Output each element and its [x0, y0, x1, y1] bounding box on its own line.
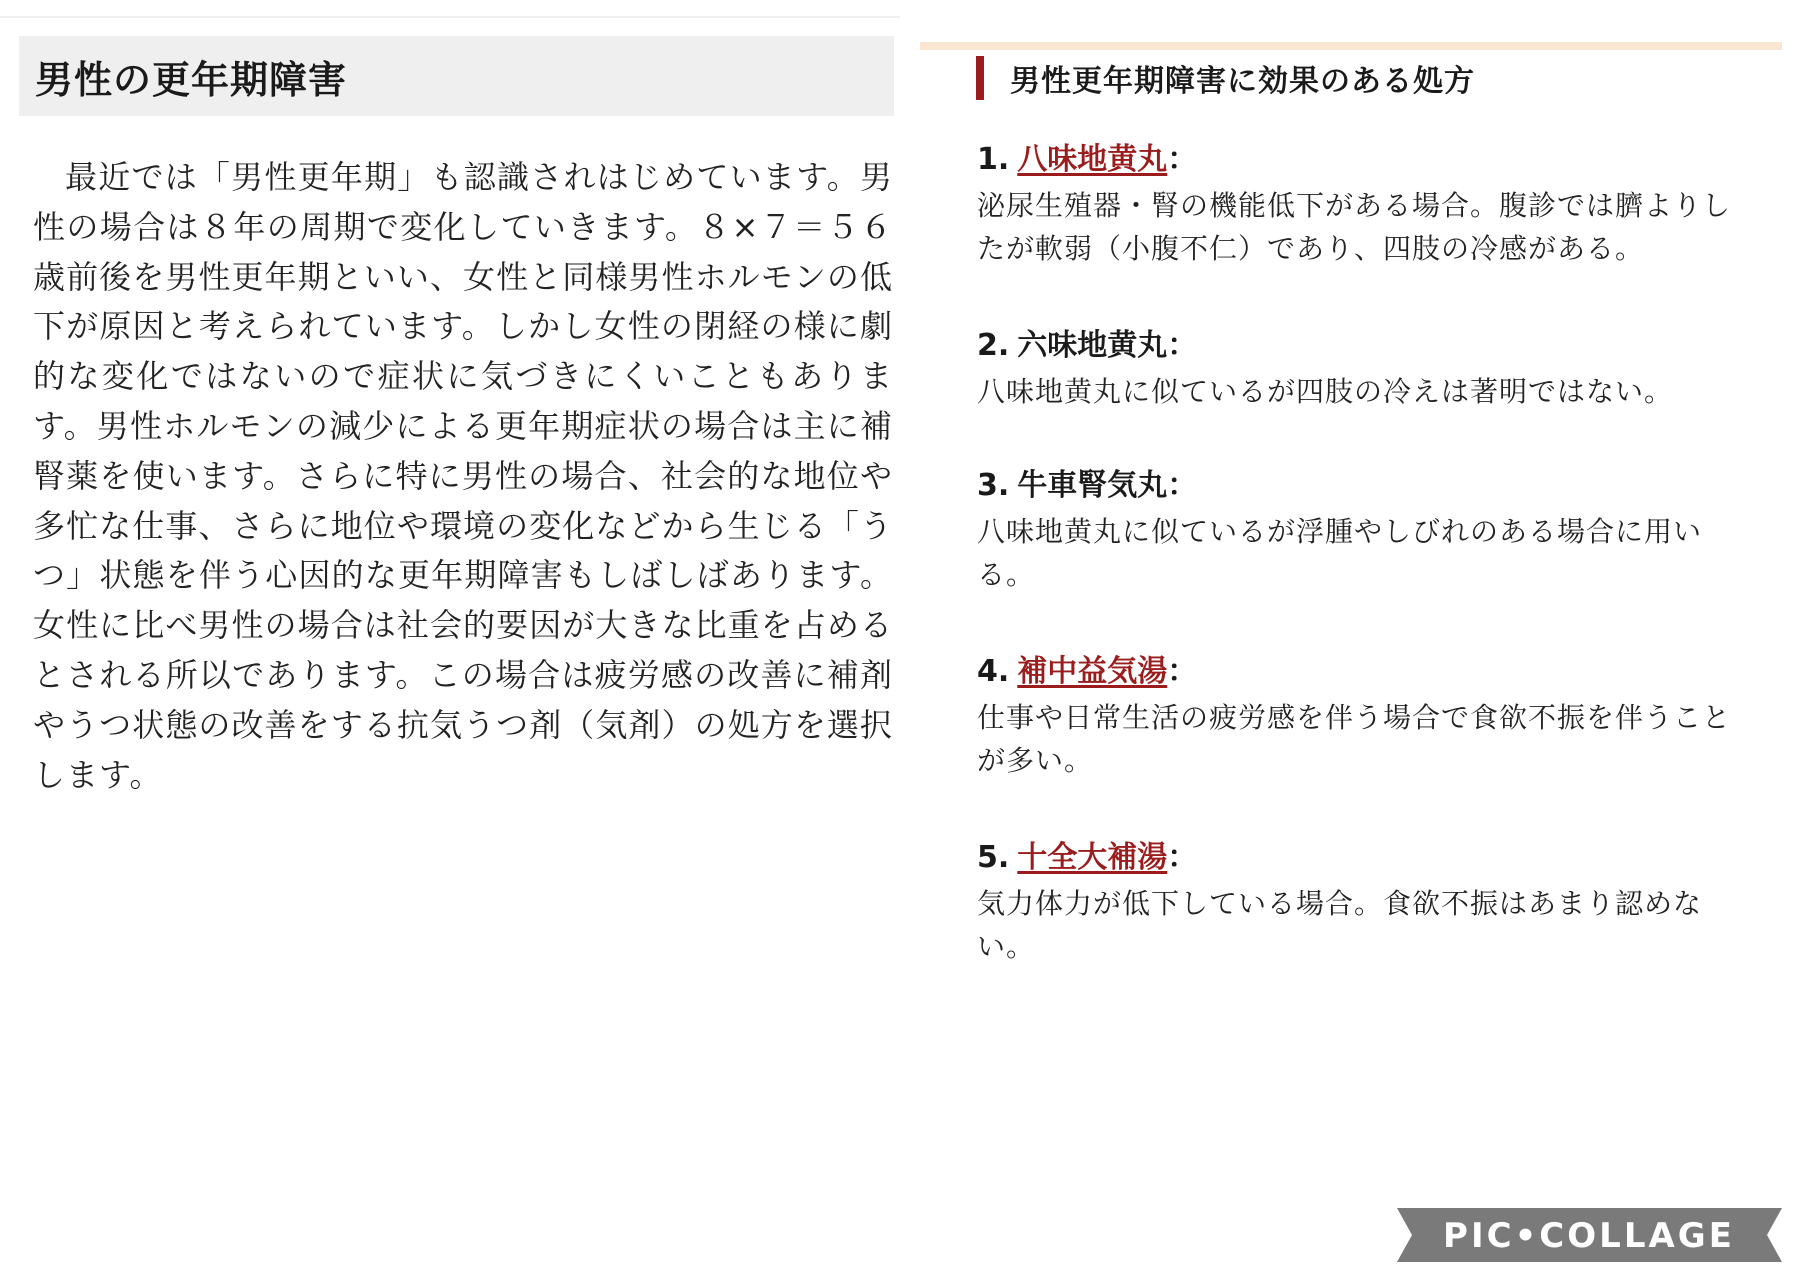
item-description: 仕事や日常生活の疲労感を伴う場合で食欲不振を伴うことが多い。	[977, 701, 1732, 777]
item-number: 4.	[977, 654, 1010, 689]
item-title	[977, 838, 1737, 878]
item-colon: ：	[1167, 840, 1198, 875]
top-divider	[0, 16, 900, 18]
item-number: 1.	[977, 142, 1010, 177]
item-title	[977, 326, 1737, 366]
list-item	[977, 838, 1737, 968]
top-accent-line	[920, 42, 1782, 50]
accent-bar	[976, 56, 984, 100]
list-item	[977, 466, 1737, 596]
list-item	[977, 326, 1737, 413]
item-title	[977, 140, 1737, 180]
page-title: 男性の更年期障害	[35, 57, 348, 102]
prescription-name: 六味地黄丸	[1017, 328, 1168, 363]
right-panel	[920, 0, 1800, 1285]
section-header	[976, 56, 1475, 100]
prescription-link-juzen[interactable]: 十全大補湯	[1017, 840, 1168, 875]
item-description: 気力体力が低下している場合。食欲不振はあまり認めない。	[977, 887, 1703, 963]
item-title	[977, 652, 1737, 692]
item-description: 八味地黄丸に似ているが四肢の冷えは著明ではない。	[977, 375, 1674, 408]
pic-collage-watermark	[1397, 1208, 1782, 1262]
section-title: 男性更年期障害に効果のある処方	[1010, 64, 1475, 99]
item-colon: ：	[1167, 142, 1198, 177]
item-colon: ：	[1167, 654, 1198, 689]
prescription-link-hachimi[interactable]: 八味地黄丸	[1017, 142, 1168, 177]
item-number: 3.	[977, 468, 1010, 503]
item-title	[977, 466, 1737, 506]
list-item	[977, 140, 1737, 270]
prescription-name: 牛車腎気丸	[1017, 468, 1168, 503]
body-text: 最近では「男性更年期」も認識されはじめています。男性の場合は８年の周期で変化していきます。８×７＝５６歳前後を男性更年期といい、女性と同様男性ホルモンの低下が原因と考えられています。しかし女性の閉経の様に劇的な変化ではないので症状に気づきにくいこともあります。男性ホルモンの減少による更年期症状の場合は主に補腎薬を使います。さらに特に男性の場合、社会的な地位や多忙な仕事、さらに地位や環境の変化などから生じる「うつ」状態を伴う心因的な更年期障害もしばしばあります。女性に比べ男性の場合は社会的要因が大きな比重を占めるとされる所以であります。この場合は疲労感の改善に補剤やうつ状態の改善をする抗気うつ剤（気剤）の処方を選択します。	[33, 158, 893, 794]
item-colon: ：	[1167, 328, 1198, 363]
item-number: 5.	[977, 840, 1010, 875]
list-item	[977, 652, 1737, 782]
section-header	[19, 36, 894, 116]
item-number: 2.	[977, 328, 1010, 363]
watermark-badge	[1397, 1208, 1782, 1262]
watermark-text: PIC•COLLAGE	[1443, 1216, 1735, 1256]
item-colon: ：	[1167, 468, 1198, 503]
item-description: 八味地黄丸に似ているが浮腫やしびれのある場合に用いる。	[977, 515, 1703, 591]
item-description: 泌尿生殖器・腎の機能低下がある場合。腹診では臍よりしたが軟弱（小腹不仁）であり、四肢の冷感がある。	[977, 189, 1732, 265]
prescription-link-hochu[interactable]: 補中益気湯	[1017, 654, 1168, 689]
